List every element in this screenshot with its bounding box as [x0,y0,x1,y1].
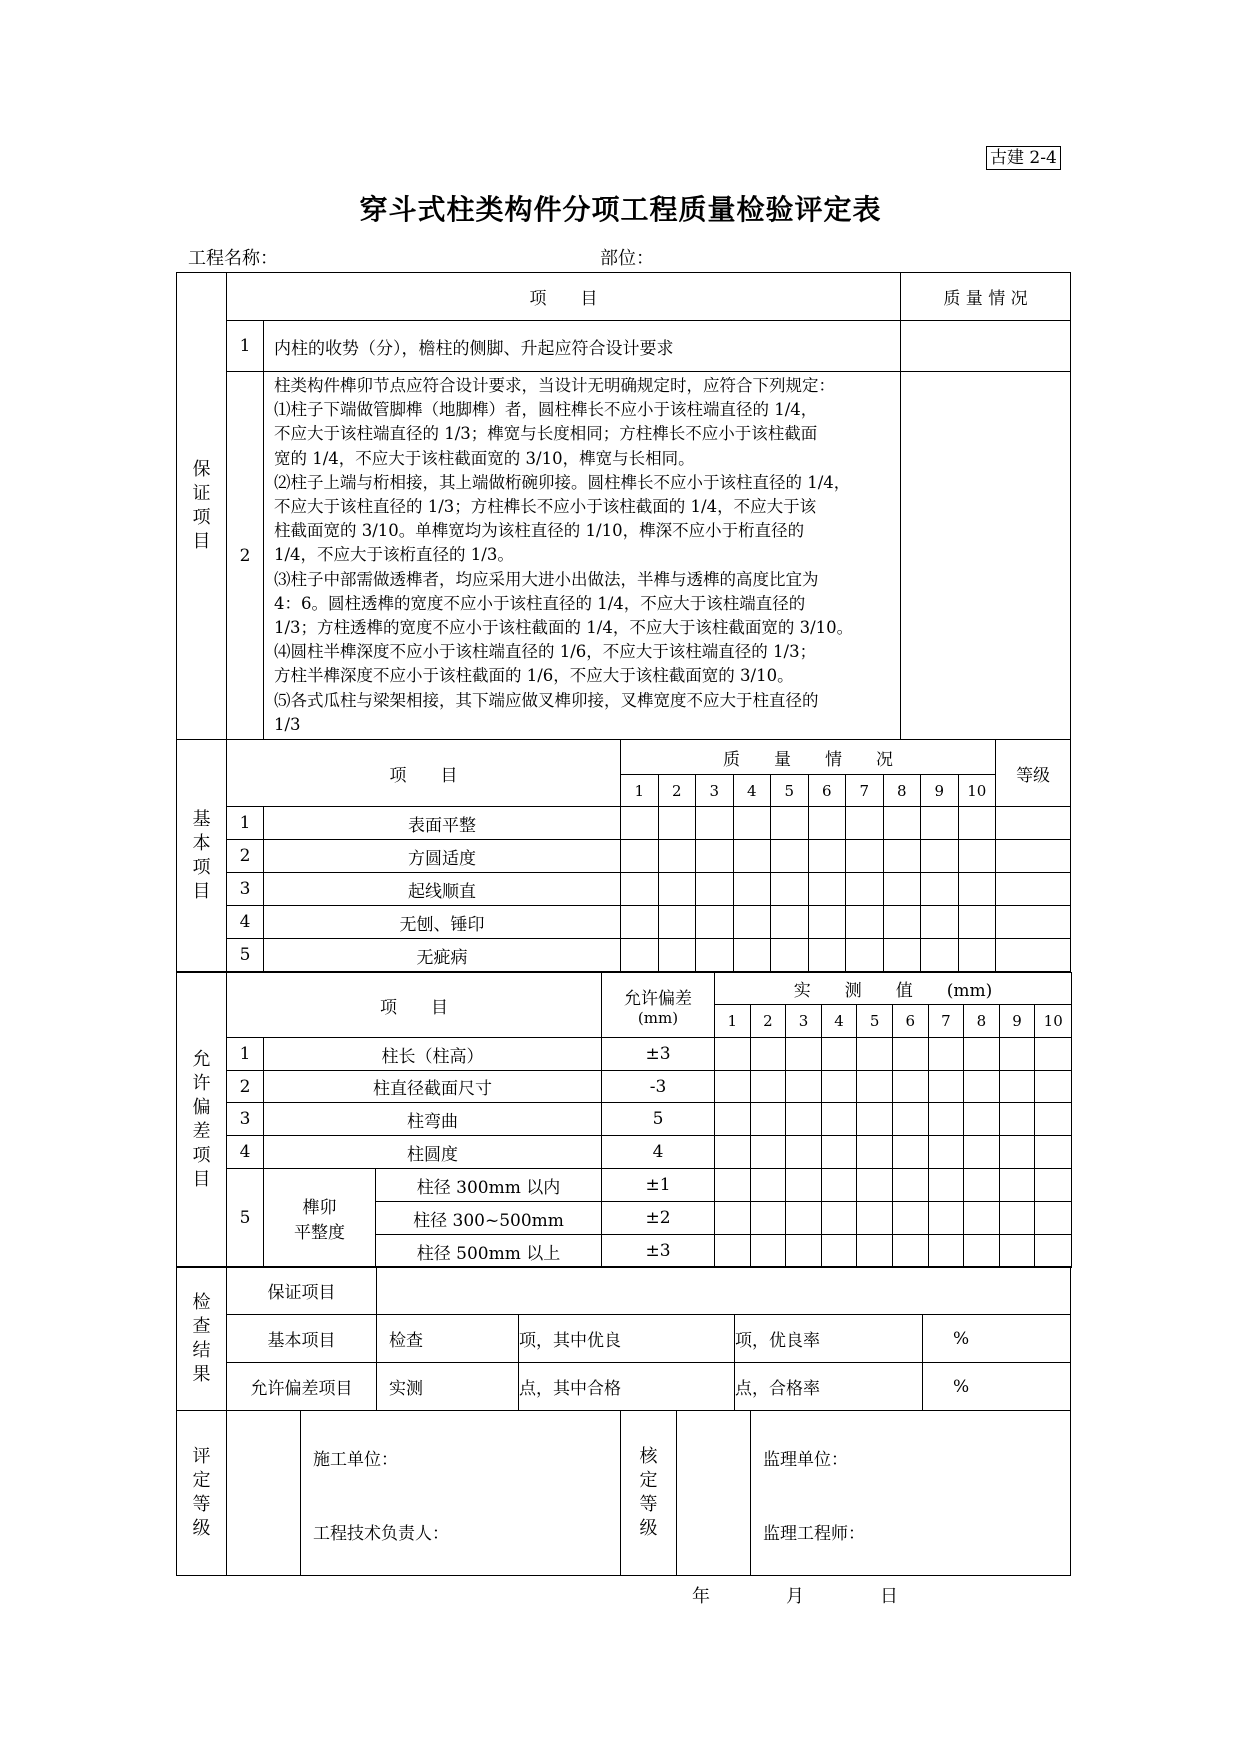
basic-cell[interactable] [733,807,771,840]
results-row-label: 允许偏差项目 [227,1363,377,1411]
deviation-item-name: 柱圆度 [264,1136,602,1169]
basic-cell[interactable] [658,873,696,906]
measured-cell[interactable] [1035,1038,1072,1071]
guarantee-quality-header: 质 量 情 况 [901,273,1071,321]
basic-cell[interactable] [921,939,959,972]
date-year: 年 [692,1586,710,1607]
project-name-label: 工程名称： [188,248,278,269]
table-row [177,1169,1072,1202]
measured-cell[interactable] [821,1202,857,1235]
basic-cell[interactable] [771,840,809,873]
results-text: 项，其中优良 [519,1315,735,1363]
measured-cell[interactable] [857,1202,893,1235]
measured-cell[interactable] [750,1038,786,1071]
results-text: 实测 [377,1363,519,1411]
measured-cell[interactable] [928,1235,964,1268]
supervision-unit-cell[interactable] [751,1411,1071,1576]
measured-cell[interactable] [999,1235,1035,1268]
measured-cell[interactable] [786,1202,822,1235]
location-label: 部位： [600,248,654,269]
guarantee-item-no: 1 [227,321,264,372]
basic-item-name: 表面平整 [264,807,621,840]
basic-cell[interactable] [658,807,696,840]
basic-item-no: 3 [227,873,264,906]
measured-cell[interactable] [928,1071,964,1103]
results-row-label: 保证项目 [227,1267,377,1315]
guarantee-item-text: 柱类构件榫卯节点应符合设计要求，当设计无明确规定时，应符合下列规定： ⑴柱子下端做管脚榫（地脚榫）者，圆柱榫长不应小于该柱端直径的 1/4， 不应大于该柱端直径的 1/3；榫宽与长度相同；方柱榫长不应小于该柱截面 宽的 1/4，不应大于该柱截面宽的 3/10，榫宽与长相同。 ⑵柱子上端与桁相接，其上端做桁碗卯接。圆柱榫长不应小于该柱直径的 1/4， 不应大于该柱直径的 1/3；方柱榫长不应小于该柱截面的 1/4，不应大于该 柱截面宽的 3/10。单榫宽均为该柱直径的 1/10，榫深不应小于桁直径的 1/4，不应大于该桁直径的 1/3。 ⑶柱子中部需做透榫者，均应采用大进小出做法，半榫与透榫的高度比宜为 4：6。圆柱透榫的宽度不应小于该柱直径的 1/4，不应大于该柱端直径的 1/3；方柱透榫的宽度不应小于该柱截面的 1/4，不应大于该柱截面宽的 3/10。 ⑷圆柱半榫深度不应小于该柱端直径的 1/6，不应大于该柱端直径的 1/3； 方柱半榫深度不应小于该柱截面的 1/6，不应大于该柱截面宽的 3/10。 ⑸各式瓜柱与梁架相接，其下端应做叉榫卯接，叉榫宽度不应大于柱直径的 1/3 [264,372,901,740]
deviation-item-no: 4 [227,1136,264,1169]
date-day: 日 [880,1586,898,1607]
table-row [177,807,1071,840]
deviation-item-name: 柱直径截面尺寸 [264,1071,602,1103]
measured-cell[interactable] [786,1103,822,1136]
measured-cell[interactable] [892,1071,928,1103]
form-code: 古建 2-4 [986,146,1061,170]
measured-cell[interactable] [821,1038,857,1071]
basic-col-number: 2 [658,775,696,807]
results-text: 点，其中合格 [519,1363,735,1411]
basic-col-number: 5 [771,775,809,807]
basic-col-number: 10 [958,775,996,807]
basic-cell[interactable] [621,873,659,906]
supervision-unit-label: 监理单位： [763,1450,848,1470]
deviation-tolerance: ±3 [602,1038,715,1071]
basic-cell[interactable] [883,873,921,906]
table-row [177,840,1071,873]
basic-cell[interactable] [808,840,846,873]
measured-cell[interactable] [964,1038,1000,1071]
measured-cell[interactable] [964,1071,1000,1103]
basic-cell[interactable] [921,906,959,939]
measured-cell[interactable] [715,1136,751,1169]
results-section-label: 检 查 结 果 [177,1267,227,1411]
deviation-tolerance: ±2 [602,1202,715,1235]
basic-col-number: 4 [733,775,771,807]
basic-cell[interactable] [883,840,921,873]
measured-cell[interactable] [750,1071,786,1103]
basic-cell[interactable] [846,939,884,972]
results-guarantee-cell[interactable] [377,1267,1071,1315]
deviation-col-number: 6 [892,1005,928,1038]
measured-cell[interactable] [715,1169,751,1202]
basic-cell[interactable] [621,906,659,939]
measured-cell[interactable] [786,1136,822,1169]
measured-cell[interactable] [821,1136,857,1169]
deviation-col-number: 4 [821,1005,857,1038]
guarantee-item-text: 内柱的收势（分），檐柱的侧脚、升起应符合设计要求 [264,321,901,372]
measured-cell[interactable] [892,1202,928,1235]
construction-unit-cell[interactable] [301,1411,621,1576]
measured-cell[interactable] [857,1136,893,1169]
basic-cell[interactable] [658,939,696,972]
table-row [177,939,1071,972]
measured-cell[interactable] [857,1071,893,1103]
rating-grade-cell[interactable] [227,1411,301,1576]
deviation-col-number: 1 [715,1005,751,1038]
basic-col-number: 9 [921,775,959,807]
measured-cell[interactable] [821,1235,857,1268]
basic-cell[interactable] [696,807,734,840]
basic-cell[interactable] [808,939,846,972]
measured-cell[interactable] [964,1103,1000,1136]
measured-cell[interactable] [857,1103,893,1136]
verify-grade-cell[interactable] [677,1411,751,1576]
basic-cell[interactable] [658,906,696,939]
measured-cell[interactable] [786,1235,822,1268]
basic-cell[interactable] [621,840,659,873]
deviation-item-name: 柱长（柱高） [264,1038,602,1071]
deviation-item-no: 5 [227,1169,264,1268]
measured-cell[interactable] [999,1169,1035,1202]
rating-section-label: 评 定 等 级 [177,1411,227,1576]
basic-cell[interactable] [771,906,809,939]
basic-cell[interactable] [883,939,921,972]
basic-cell[interactable] [921,840,959,873]
measured-cell[interactable] [964,1202,1000,1235]
measured-cell[interactable] [715,1202,751,1235]
measured-cell[interactable] [999,1071,1035,1103]
measured-cell[interactable] [786,1071,822,1103]
deviation-tolerance: 5 [602,1103,715,1136]
measured-cell[interactable] [999,1202,1035,1235]
measured-cell[interactable] [1035,1136,1072,1169]
measured-cell[interactable] [750,1169,786,1202]
results-row-label: 基本项目 [227,1315,377,1363]
deviation-table [176,972,1072,1268]
deviation-item-no: 1 [227,1038,264,1071]
basic-cell[interactable] [733,840,771,873]
basic-cell[interactable] [808,906,846,939]
verify-grade-label: 核 定 等 级 [621,1411,677,1576]
measured-cell[interactable] [999,1103,1035,1136]
basic-item-no: 5 [227,939,264,972]
table-row [177,1071,1072,1103]
table-row [177,1136,1072,1169]
basic-grade-header: 等级 [996,740,1071,807]
measured-cell[interactable] [892,1136,928,1169]
measured-cell[interactable] [821,1169,857,1202]
results-text: 点，合格率 [735,1363,923,1411]
basic-item-name: 无疵病 [264,939,621,972]
measured-cell[interactable] [715,1235,751,1268]
measured-cell[interactable] [892,1235,928,1268]
rating-table [176,1410,1071,1576]
deviation-subitem-name: 柱径 300mm 以内 [376,1169,602,1202]
results-table [176,1266,1071,1411]
measured-cell[interactable] [928,1038,964,1071]
deviation-col-number: 9 [999,1005,1035,1038]
measured-cell[interactable] [857,1235,893,1268]
basic-cell[interactable] [846,807,884,840]
results-text: % [923,1363,1071,1411]
deviation-col-number: 2 [750,1005,786,1038]
tech-lead-label: 工程技术负责人： [313,1524,449,1544]
measured-cell[interactable] [1035,1071,1072,1103]
measured-cell[interactable] [999,1038,1035,1071]
measured-cell[interactable] [1035,1169,1072,1202]
basic-col-number: 7 [846,775,884,807]
measured-cell[interactable] [928,1202,964,1235]
basic-cell[interactable] [696,939,734,972]
measured-cell[interactable] [892,1038,928,1071]
measured-cell[interactable] [1035,1235,1072,1268]
deviation-item-no: 2 [227,1071,264,1103]
guarantee-table [176,272,1071,740]
deviation-col-number: 3 [786,1005,822,1038]
measured-cell[interactable] [964,1169,1000,1202]
basic-cell[interactable] [696,873,734,906]
deviation-tolerance: ±1 [602,1169,715,1202]
deviation-item-no: 3 [227,1103,264,1136]
measured-cell[interactable] [1035,1202,1072,1235]
guarantee-item-no: 2 [227,372,264,740]
measured-cell[interactable] [786,1038,822,1071]
basic-col-number: 1 [621,775,659,807]
deviation-item5-name: 榫卯 平整度 [264,1169,376,1268]
basic-cell[interactable] [771,873,809,906]
basic-cell[interactable] [771,939,809,972]
deviation-section-label: 允 许 偏 差 项 目 [177,973,227,1268]
measured-cell[interactable] [964,1235,1000,1268]
measured-cell[interactable] [750,1202,786,1235]
basic-cell[interactable] [696,906,734,939]
deviation-col-number: 7 [928,1005,964,1038]
results-text: 项，优良率 [735,1315,923,1363]
guarantee-quality-cell[interactable] [901,321,1071,372]
measured-cell[interactable] [715,1071,751,1103]
basic-grade-cell[interactable] [996,939,1071,972]
guarantee-section-label: 保 证 项 目 [177,273,227,740]
deviation-col-number: 8 [964,1005,1000,1038]
deviation-subitem-name: 柱径 300~500mm [376,1202,602,1235]
measured-cell[interactable] [857,1038,893,1071]
measured-cell[interactable] [750,1136,786,1169]
table-row [177,1103,1072,1136]
basic-cell[interactable] [958,939,996,972]
basic-item-no: 2 [227,840,264,873]
basic-item-no: 1 [227,807,264,840]
deviation-col-number: 10 [1035,1005,1072,1038]
basic-col-number: 3 [696,775,734,807]
basic-cell[interactable] [808,873,846,906]
basic-cell[interactable] [883,906,921,939]
basic-cell[interactable] [658,840,696,873]
supervisor-label: 监理工程师： [763,1524,865,1544]
basic-cell[interactable] [958,807,996,840]
basic-table [176,739,1071,972]
basic-grade-cell[interactable] [996,873,1071,906]
basic-grade-cell[interactable] [996,807,1071,840]
measured-cell[interactable] [892,1103,928,1136]
table-row [177,1038,1072,1071]
measured-cell[interactable] [750,1103,786,1136]
basic-quality-header: 质 量 情 况 [621,740,996,775]
basic-cell[interactable] [846,906,884,939]
page-title: 穿斗式柱类构件分项工程质量检验评定表 [359,193,882,226]
basic-cell[interactable] [921,807,959,840]
basic-grade-cell[interactable] [996,906,1071,939]
measured-cell[interactable] [928,1169,964,1202]
deviation-tolerance: 4 [602,1136,715,1169]
measured-cell[interactable] [821,1071,857,1103]
deviation-tolerance-header: 允许偏差 (mm) [602,973,715,1038]
basic-cell[interactable] [958,906,996,939]
basic-item-name: 起线顺直 [264,873,621,906]
date-month: 月 [786,1586,804,1607]
deviation-item-header: 项 目 [227,973,602,1038]
measured-cell[interactable] [892,1169,928,1202]
measured-cell[interactable] [821,1103,857,1136]
table-row [177,906,1071,939]
deviation-item-name: 柱弯曲 [264,1103,602,1136]
table-row [177,873,1071,906]
measured-cell[interactable] [715,1103,751,1136]
basic-item-no: 4 [227,906,264,939]
deviation-tolerance: -3 [602,1071,715,1103]
basic-cell[interactable] [883,807,921,840]
basic-cell[interactable] [958,873,996,906]
basic-cell[interactable] [771,807,809,840]
basic-cell[interactable] [621,939,659,972]
deviation-col-number: 5 [857,1005,893,1038]
measured-cell[interactable] [999,1136,1035,1169]
basic-cell[interactable] [621,807,659,840]
basic-cell[interactable] [733,906,771,939]
measured-cell[interactable] [928,1136,964,1169]
basic-item-name: 无刨、锤印 [264,906,621,939]
basic-cell[interactable] [733,939,771,972]
basic-cell[interactable] [846,873,884,906]
basic-item-header: 项 目 [227,740,621,807]
measured-cell[interactable] [964,1136,1000,1169]
guarantee-item-header: 项 目 [227,273,901,321]
deviation-measured-header: 实 测 值 (mm) [715,973,1072,1005]
measured-cell[interactable] [857,1169,893,1202]
basic-section-label: 基 本 项 目 [177,740,227,972]
basic-item-name: 方圆适度 [264,840,621,873]
basic-col-number: 6 [808,775,846,807]
basic-cell[interactable] [846,840,884,873]
basic-grade-cell[interactable] [996,840,1071,873]
guarantee-quality-cell[interactable] [901,372,1071,740]
deviation-tolerance: ±3 [602,1235,715,1268]
basic-cell[interactable] [808,807,846,840]
measured-cell[interactable] [715,1038,751,1071]
basic-cell[interactable] [733,873,771,906]
results-text: % [923,1315,1071,1363]
basic-cell[interactable] [696,840,734,873]
basic-cell[interactable] [958,840,996,873]
basic-cell[interactable] [921,873,959,906]
basic-col-number: 8 [883,775,921,807]
measured-cell[interactable] [928,1103,964,1136]
deviation-subitem-name: 柱径 500mm 以上 [376,1235,602,1268]
measured-cell[interactable] [1035,1103,1072,1136]
construction-unit-label: 施工单位： [313,1450,398,1470]
measured-cell[interactable] [750,1235,786,1268]
results-text: 检查 [377,1315,519,1363]
measured-cell[interactable] [786,1169,822,1202]
